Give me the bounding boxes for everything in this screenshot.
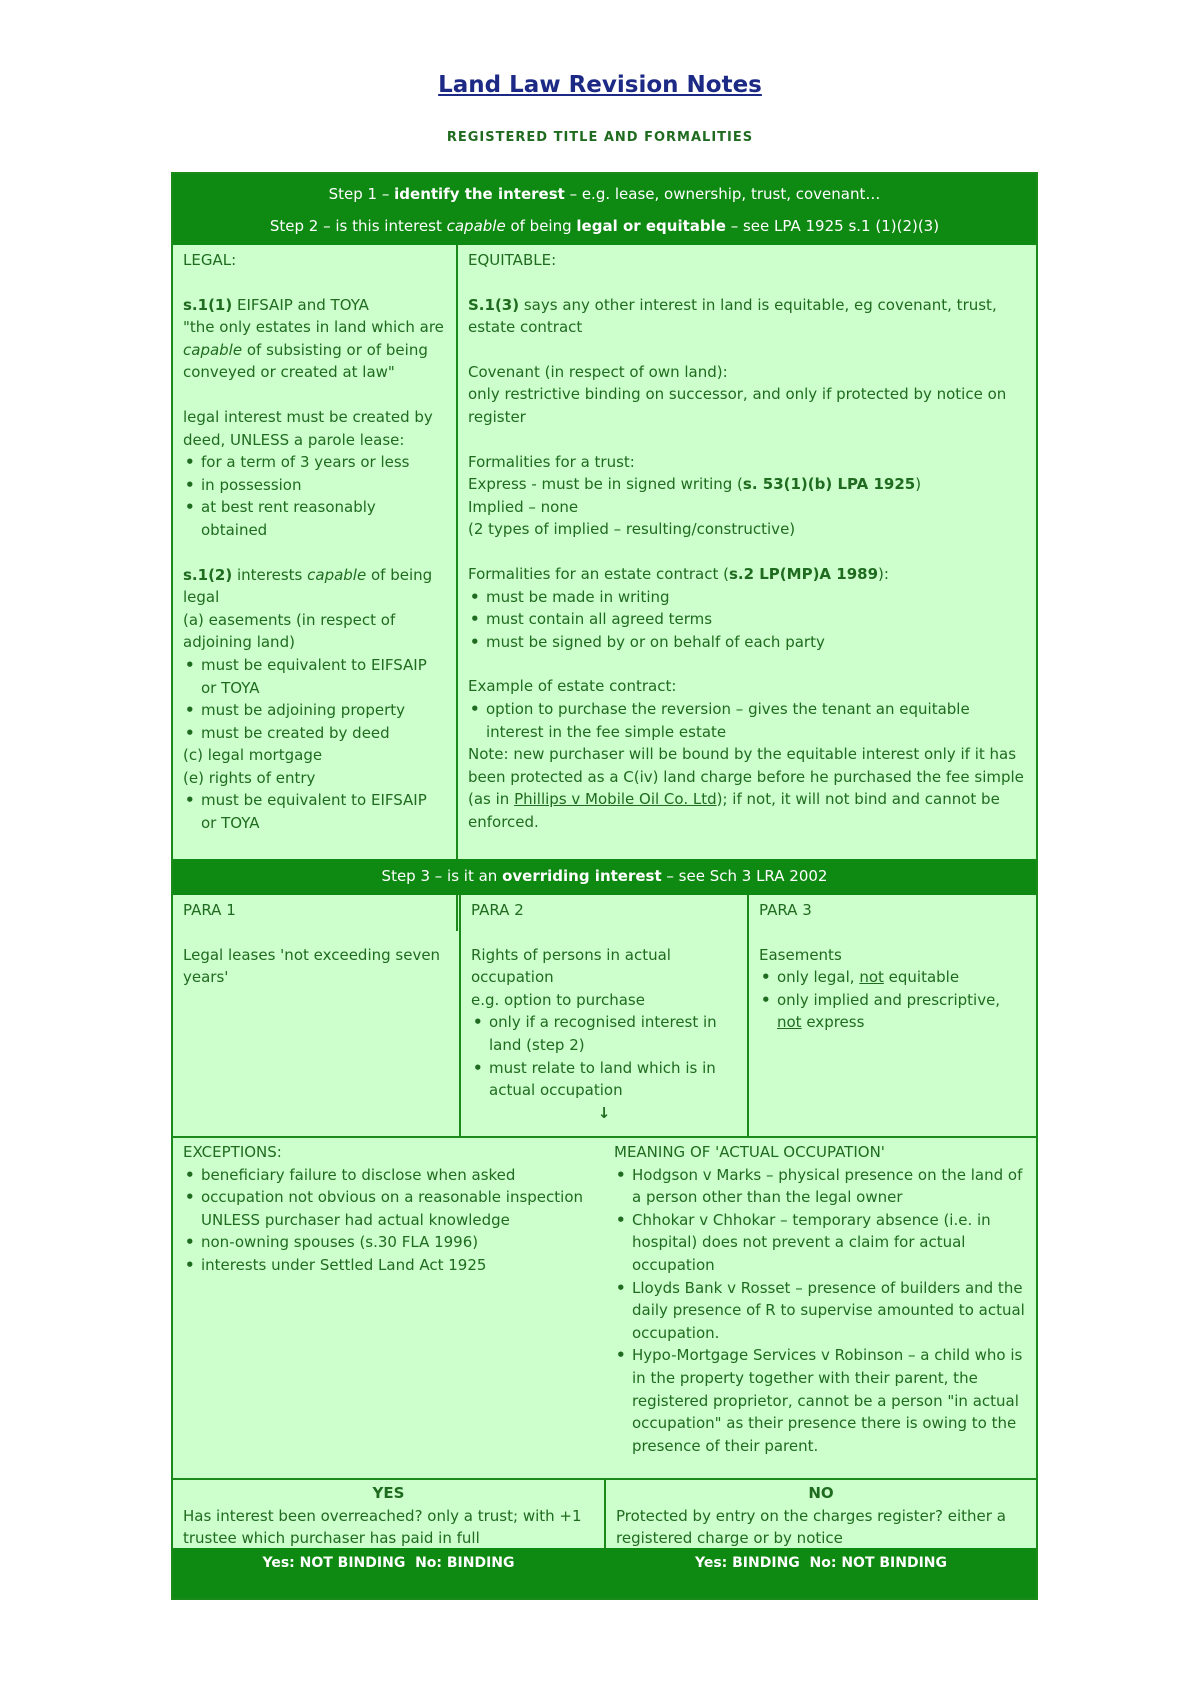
actual-occupation-column xyxy=(604,1137,1036,1461)
legal-s11: s.1(1) EIFSAIP and TOYA xyxy=(183,295,369,314)
easement-list xyxy=(183,654,446,744)
list-item: • non-owning spouses (s.30 FLA 1996) xyxy=(201,1231,593,1254)
exceptions-heading: EXCEPTIONS: xyxy=(183,1143,282,1161)
para2-heading: PARA 2 xyxy=(471,901,524,919)
yes-text: Has interest been overreached? only a trust; with +1 trustee which purchaser has paid in full xyxy=(183,1506,582,1548)
list-item: • for a term of 3 years or less xyxy=(201,451,446,474)
yes-heading: YES xyxy=(372,1484,405,1502)
list-item: • Hypo-Mortgage Services v Robinson – a child who is in the property together with their parent, the registered proprietor, cannot be a person "in actual occupation" as their presence there is owing to the presence of their parent. xyxy=(632,1344,1026,1457)
trust-implied-types: (2 types of implied – resulting/constructive) xyxy=(468,520,796,539)
list-item: • must contain all agreed terms xyxy=(486,608,1026,631)
covenant-text: only restrictive binding on successor, and only if protected by notice on register xyxy=(468,385,1007,426)
list-item: • option to purchase the reversion – gives the tenant an equitable interest in the fee simple estate xyxy=(486,698,1026,743)
no-heading: NO xyxy=(808,1484,834,1502)
actual-occupation-list xyxy=(614,1164,1026,1458)
down-arrow-icon: ↓ xyxy=(597,1103,611,1122)
no-result: Yes: BINDING No: NOT BINDING xyxy=(694,1555,948,1571)
example-heading: Example of estate contract: xyxy=(468,677,677,696)
trust-implied: Implied – none xyxy=(468,497,579,516)
list-item: • must be equivalent to EIFSAIP or TOYA xyxy=(201,654,446,699)
step1-text: Step 1 – identify the interest – e.g. lease, ownership, trust, covenant… xyxy=(328,185,881,203)
para1-heading: PARA 1 xyxy=(183,901,236,919)
legal-s12: s.1(2) interests capable of being legal xyxy=(183,565,433,607)
equitable-heading: EQUITABLE: xyxy=(468,251,557,269)
estate-contract-heading: Formalities for an estate contract (s.2 LP(MP)A 1989): xyxy=(468,564,889,583)
legal-mortgage: (c) legal mortgage xyxy=(183,746,323,765)
legal-deed-text: legal interest must be created by deed, UNLESS a parole lease: xyxy=(183,407,433,449)
covenant-heading: Covenant (in respect of own land): xyxy=(468,362,728,381)
list-item: • must be made in writing xyxy=(486,586,1026,609)
list-item: • only legal, not equitable xyxy=(777,966,1026,989)
exceptions-column xyxy=(173,1137,603,1281)
para3-text: Easements xyxy=(759,945,842,964)
parole-lease-list xyxy=(183,451,446,541)
equitable-s13: S.1(3) says any other interest in land is equitable, eg covenant, trust, estate contract xyxy=(468,295,997,337)
page-title: Land Law Revision Notes xyxy=(438,72,762,98)
notes-table xyxy=(171,172,1038,1600)
step-header-band xyxy=(173,174,1036,245)
list-item: • at best rent reasonably obtained xyxy=(201,496,446,541)
result-band xyxy=(173,1548,1036,1598)
step2-text: Step 2 – is this interest capable of being legal or equitable – see LPA 1925 s.1 (1)(2)(3) xyxy=(269,217,940,235)
trust-heading: Formalities for a trust: xyxy=(468,452,635,471)
list-item: • must relate to land which is in actual occupation xyxy=(489,1057,737,1102)
list-item: • in possession xyxy=(201,474,446,497)
list-item: • beneficiary failure to disclose when asked xyxy=(201,1164,593,1187)
case-link: Phillips v Mobile Oil Co. Ltd xyxy=(514,790,717,809)
estate-contract-list xyxy=(468,586,1026,654)
equitable-column xyxy=(458,245,1036,837)
entry-list xyxy=(183,789,446,834)
para3-column xyxy=(749,895,1036,1038)
list-item: • only if a recognised interest in land (step 2) xyxy=(489,1011,737,1056)
page-subtitle: REGISTERED TITLE AND FORMALITIES xyxy=(446,130,754,145)
no-text: Protected by entry on the charges register? either a registered charge or by notice xyxy=(616,1506,1006,1548)
exceptions-list xyxy=(183,1164,593,1277)
legal-easements: (a) easements (in respect of adjoining land) xyxy=(183,610,396,652)
list-item: • must be equivalent to EIFSAIP or TOYA xyxy=(201,789,446,834)
list-item: • interests under Settled Land Act 1925 xyxy=(201,1254,593,1277)
para3-heading: PARA 3 xyxy=(759,901,812,919)
para2-text: Rights of persons in actual occupation xyxy=(471,945,671,987)
list-item: • must be adjoining property xyxy=(201,699,446,722)
trust-express: Express - must be in signed writing (s. 53(1)(b) LPA 1925) xyxy=(468,475,922,494)
list-item: • occupation not obvious on a reasonable inspection UNLESS purchaser had actual knowledge xyxy=(201,1186,593,1231)
no-cell xyxy=(606,1480,1036,1554)
list-item: • Lloyds Bank v Rosset – presence of builders and the daily presence of R to supervise amounted to actual occupation. xyxy=(632,1277,1026,1345)
legal-heading: LEGAL: xyxy=(183,251,237,269)
yes-cell xyxy=(173,1480,604,1554)
para3-list xyxy=(759,966,1026,1034)
note-text: Note: new purchaser will be bound by the equitable interest only if it has been protected as a C(iv) land charge before he purchased the fee simple (as in Phillips v Mobile Oil Co. Ltd); if not, it will not bind and cannot be enforced. xyxy=(468,745,1024,831)
para2-list xyxy=(471,1011,737,1101)
list-item: • must be created by deed xyxy=(201,722,446,745)
yes-result: Yes: NOT BINDING No: BINDING xyxy=(262,1555,515,1571)
para1-column xyxy=(173,895,459,993)
para2-column xyxy=(461,895,747,1128)
step3-band: Step 3 – is it an overriding interest – see Sch 3 LRA 2002 xyxy=(173,859,1036,895)
para2-example: e.g. option to purchase xyxy=(471,990,645,1009)
actual-occupation-heading: MEANING OF 'ACTUAL OCCUPATION' xyxy=(614,1143,885,1161)
legal-entry: (e) rights of entry xyxy=(183,768,316,787)
list-item: • must be signed by or on behalf of each party xyxy=(486,631,1026,654)
para1-text: Legal leases 'not exceeding seven years' xyxy=(183,945,441,987)
list-item: • Chhokar v Chhokar – temporary absence (i.e. in hospital) does not prevent a claim for actual occupation xyxy=(632,1209,1026,1277)
legal-column xyxy=(173,245,456,839)
list-item: • Hodgson v Marks – physical presence on the land of a person other than the legal owner xyxy=(632,1164,1026,1209)
example-list xyxy=(468,698,1026,743)
legal-quote: "the only estates in land which are capable of subsisting or of being conveyed or created at law" xyxy=(183,318,444,382)
list-item: • only implied and prescriptive, not express xyxy=(777,989,1026,1034)
